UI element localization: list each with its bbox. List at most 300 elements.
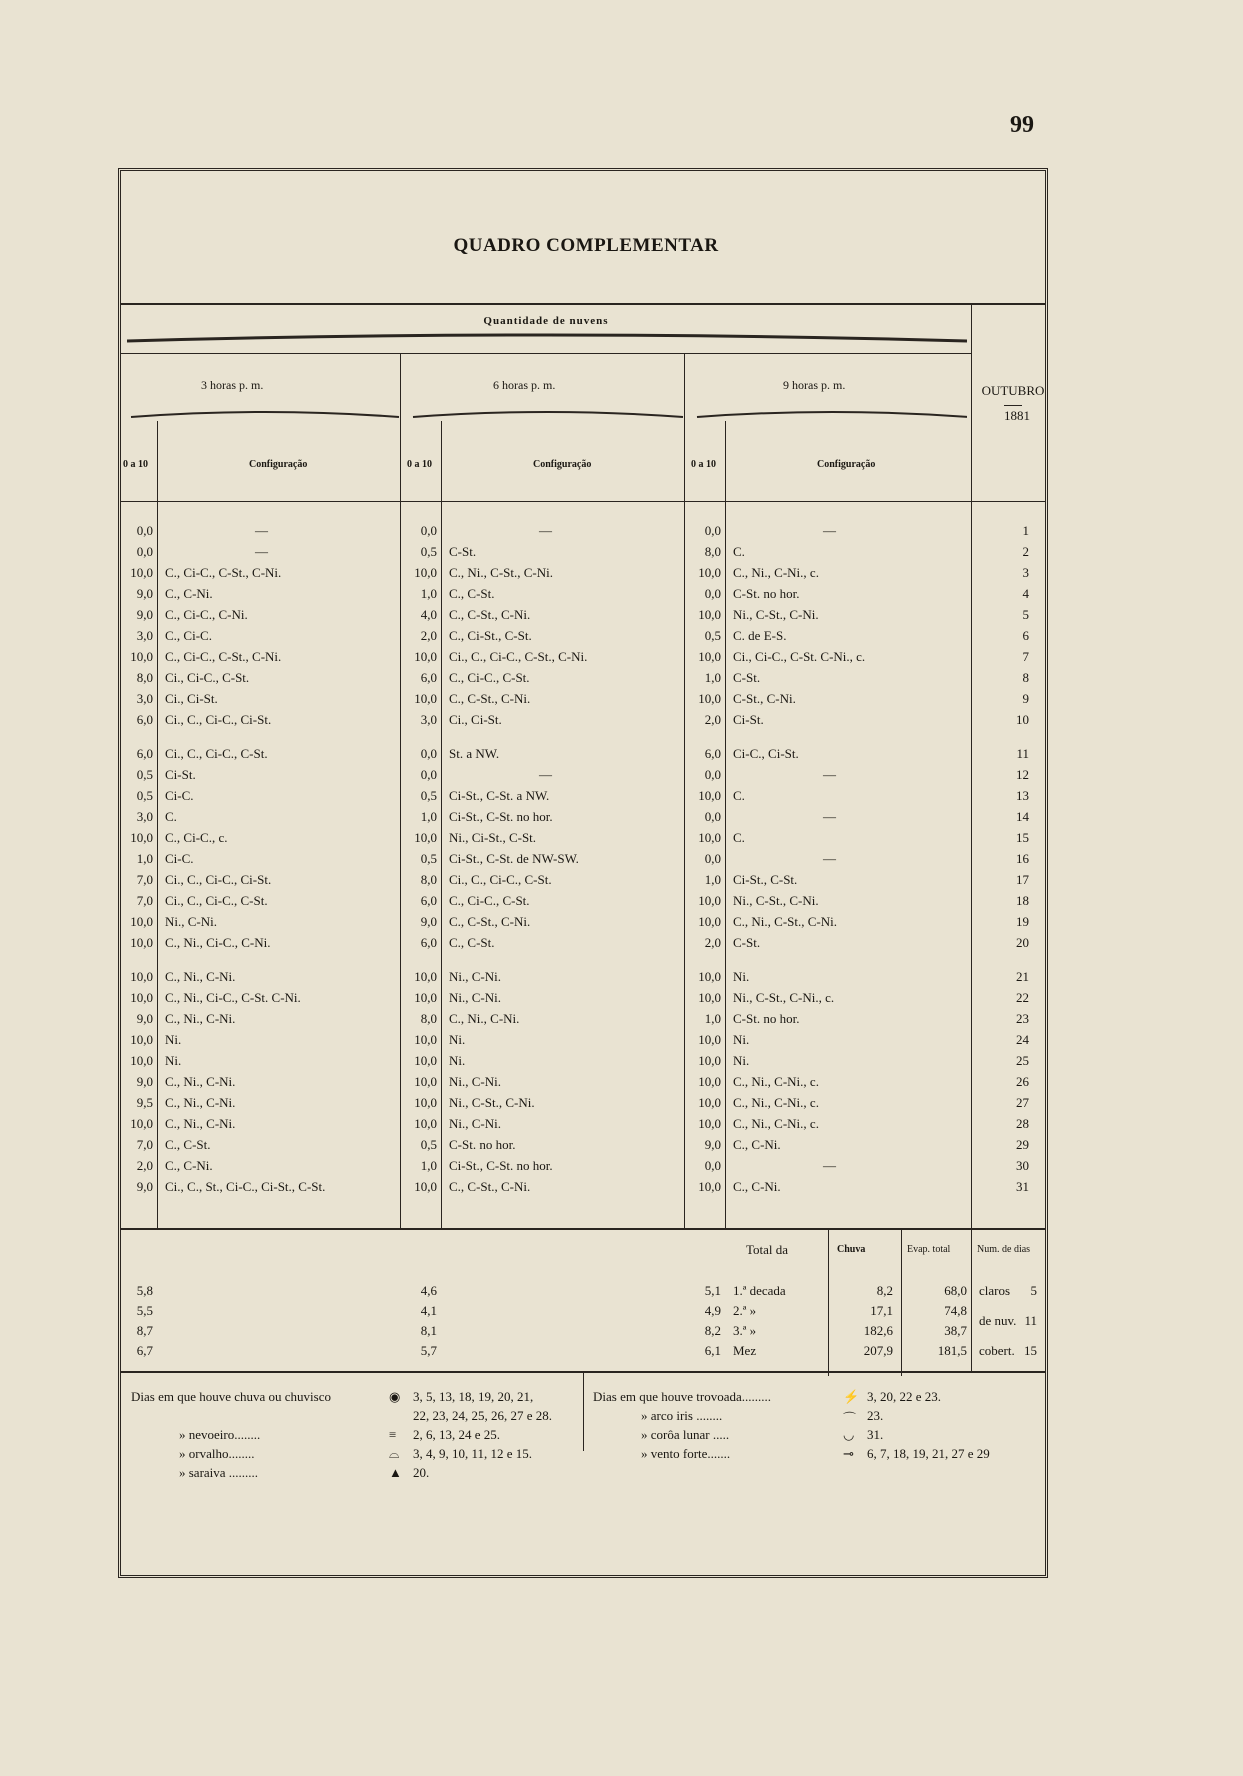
cell-a9: 10,0: [698, 1032, 721, 1047]
cell-a3: 10,0: [130, 914, 153, 929]
cell-c6: Ni., C-St., C-Ni.: [449, 1095, 535, 1110]
cell-d: 11: [1016, 746, 1029, 761]
cell-c3: C., Ni., C-Ni.: [165, 1011, 236, 1026]
legend-prefix: » vento forte.......: [641, 1446, 731, 1461]
cell-a3: 9,0: [136, 1011, 153, 1026]
cell-a9: 6,0: [704, 746, 721, 761]
cell-a3: 10,0: [130, 990, 153, 1005]
cell-d: 24: [1016, 1032, 1029, 1047]
cell-c3: Ci., C., Ci-C., C-St.: [165, 893, 268, 908]
cell-a3: 10,0: [130, 935, 153, 950]
cell-a9: 0,0: [704, 851, 721, 866]
cell-c3: C., C-St.: [165, 1137, 211, 1152]
cell-a6: 10,0: [414, 649, 437, 664]
cell-d: 22: [1016, 990, 1029, 1005]
cell-a3: 0,0: [136, 544, 153, 559]
cell-a3: 9,0: [136, 1179, 153, 1194]
cell-a6: 6,0: [420, 893, 437, 908]
cell-c6: Ci-St., C-St. de NW-SW.: [449, 851, 579, 866]
total-label: Mez: [733, 1343, 757, 1358]
cell-c6: C., Ni., C-Ni.: [449, 1011, 520, 1026]
total-a3: 5,5: [136, 1303, 153, 1318]
cell-a3: 6,0: [136, 712, 153, 727]
rule: [121, 303, 1045, 305]
cell-d: 14: [1016, 809, 1029, 824]
dias-label: cobert.: [979, 1343, 1015, 1358]
cell-c6: C., C-St., C-Ni.: [449, 607, 531, 622]
cell-a9: 1,0: [704, 872, 721, 887]
cell-c3: C., C-Ni.: [165, 1158, 213, 1173]
rule: [121, 1228, 1045, 1230]
cell-d: 9: [1022, 691, 1029, 706]
cell-c6: C., Ci-C., C-St.: [449, 670, 530, 685]
total-label: 2.ª »: [733, 1303, 757, 1318]
cell-c9: Ni., C-St., C-Ni., c.: [733, 990, 835, 1005]
cell-a3: 9,0: [136, 586, 153, 601]
cell-a6: 0,5: [420, 1137, 437, 1152]
total-evap: 68,0: [944, 1283, 967, 1298]
cell-a3: 3,0: [136, 691, 153, 706]
cell-c3: Ni.: [165, 1053, 182, 1068]
cell-d: 6: [1022, 628, 1029, 643]
cell-c6: —: [539, 767, 552, 782]
legend-value: 3, 4, 9, 10, 11, 12 e 15.: [413, 1446, 533, 1461]
cell-c6: C-St.: [449, 544, 477, 559]
cell-c6: Ci-St., C-St. no hor.: [449, 809, 553, 824]
cell-a6: 10,0: [414, 830, 437, 845]
cell-c9: C-St. no hor.: [733, 1011, 800, 1026]
cell-c6: Ci., C., Ci-C., C-St.: [449, 872, 552, 887]
cell-a9: 10,0: [698, 1116, 721, 1131]
cell-c9: Ni.: [733, 1032, 750, 1047]
cell-c6: Ni., C-Ni.: [449, 990, 501, 1005]
cell-a3: 10,0: [130, 1053, 153, 1068]
cell-c9: C. de E-S.: [733, 628, 787, 643]
cell-c3: C., C-Ni.: [165, 586, 213, 601]
cell-a3: 3,0: [136, 809, 153, 824]
cell-c3: Ci-C.: [165, 788, 194, 803]
cell-c6: C., C-St., C-Ni.: [449, 691, 531, 706]
cell-a6: 10,0: [414, 1116, 437, 1131]
cell-c9: C., C-Ni.: [733, 1179, 781, 1194]
cell-c3: C.: [165, 809, 177, 824]
cell-a3: 8,0: [136, 670, 153, 685]
legend-symbol-icon: ⌒: [843, 1411, 857, 1426]
cell-a6: 10,0: [414, 969, 437, 984]
legend-value: 31.: [867, 1427, 884, 1442]
cell-a9: 0,0: [704, 809, 721, 824]
cell-d: 12: [1016, 767, 1029, 782]
totals-header-dias: Num. de dias: [977, 1244, 1031, 1255]
cell-c3: C., Ci-C.: [165, 628, 212, 643]
cell-c3: Ci., Ci-St.: [165, 691, 218, 706]
cell-c9: Ni., C-St., C-Ni.: [733, 607, 819, 622]
rule: [157, 421, 158, 1229]
total-a6: 4,6: [420, 1283, 437, 1298]
cell-c3: —: [255, 544, 268, 559]
cell-a3: 3,0: [136, 628, 153, 643]
total-a9: 8,2: [704, 1323, 721, 1338]
cell-a6: 6,0: [420, 670, 437, 685]
cell-a6: 10,0: [414, 1095, 437, 1110]
cell-c9: Ni.: [733, 1053, 750, 1068]
total-a6: 8,1: [420, 1323, 437, 1338]
cell-a9: 10,0: [698, 1074, 721, 1089]
cell-a6: 0,0: [420, 767, 437, 782]
cell-a6: 10,0: [414, 1032, 437, 1047]
cell-a3: 9,0: [136, 1074, 153, 1089]
cell-c6: Ni.: [449, 1032, 466, 1047]
cell-c3: Ni.: [165, 1032, 182, 1047]
cell-a3: 10,0: [130, 565, 153, 580]
cell-d: 18: [1016, 893, 1029, 908]
legend-symbol-icon: ≡: [389, 1427, 397, 1442]
cell-a3: 0,5: [136, 788, 153, 803]
cell-c9: Ci-St., C-St.: [733, 872, 798, 887]
hour-6: 6 horas p. m.: [493, 378, 556, 392]
cell-a6: 1,0: [420, 809, 437, 824]
cell-d: 25: [1016, 1053, 1029, 1068]
cell-c3: —: [255, 523, 268, 538]
legend-value: 3, 20, 22 e 23.: [867, 1389, 942, 1404]
month-label: OUTUBRO: [981, 383, 1045, 398]
cell-c9: —: [823, 851, 836, 866]
rule: [828, 1228, 829, 1376]
cell-c6: C., Ni., C-St., C-Ni.: [449, 565, 554, 580]
cell-a9: 10,0: [698, 607, 721, 622]
cell-c6: St. a NW.: [449, 746, 500, 761]
cell-a3: 0,0: [136, 523, 153, 538]
sub-config-9: Configuração: [817, 459, 876, 470]
rule: [583, 1371, 584, 1451]
cell-a6: 6,0: [420, 935, 437, 950]
cell-a6: 10,0: [414, 1053, 437, 1068]
cell-c3: Ci., C., Ci-C., C-St.: [165, 746, 268, 761]
cell-a3: 2,0: [136, 1158, 153, 1173]
cell-c9: C., C-Ni.: [733, 1137, 781, 1152]
cell-a6: 4,0: [420, 607, 437, 622]
hour-3: 3 horas p. m.: [201, 378, 264, 392]
legend-prefix: Dias em que houve trovoada.........: [593, 1389, 771, 1404]
sub-amount-9: 0 a 10: [691, 459, 716, 470]
legend-prefix: » saraiva .........: [179, 1465, 259, 1480]
cell-a9: 10,0: [698, 565, 721, 580]
legend-symbol-icon: ⌓: [389, 1446, 400, 1461]
cell-a3: 0,5: [136, 767, 153, 782]
legend-symbol-icon: ⚡: [843, 1389, 860, 1404]
cell-a9: 10,0: [698, 969, 721, 984]
total-a9: 6,1: [704, 1343, 721, 1358]
legend-value: 23.: [867, 1408, 884, 1423]
cell-d: 3: [1022, 565, 1029, 580]
cell-a9: 10,0: [698, 893, 721, 908]
hour-9: 9 horas p. m.: [783, 378, 846, 392]
legend-prefix: » arco iris ........: [641, 1408, 723, 1423]
cell-a6: 10,0: [414, 990, 437, 1005]
cell-a6: 2,0: [420, 628, 437, 643]
cell-d: 8: [1022, 670, 1029, 685]
total-a3: 5,8: [136, 1283, 153, 1298]
cell-c6: Ci., Ci-St.: [449, 712, 502, 727]
cell-a3: 10,0: [130, 649, 153, 664]
cell-d: 23: [1016, 1011, 1029, 1026]
cell-a3: 7,0: [136, 893, 153, 908]
cell-a6: 0,5: [420, 851, 437, 866]
cell-c3: C., Ci-C., C-Ni.: [165, 607, 248, 622]
table-frame: [118, 168, 1048, 1578]
cell-c9: —: [823, 767, 836, 782]
cell-a9: 0,0: [704, 586, 721, 601]
cell-a9: 10,0: [698, 1095, 721, 1110]
cell-a6: 9,0: [420, 914, 437, 929]
total-label: 1.ª decada: [733, 1283, 786, 1298]
cell-a3: 9,0: [136, 607, 153, 622]
cell-d: 1: [1022, 523, 1029, 538]
cell-c9: C., Ni., C-Ni., c.: [733, 1116, 819, 1131]
cell-a9: 0,0: [704, 1158, 721, 1173]
sub-config-6: Configuração: [533, 459, 592, 470]
totals-header-chuva: Chuva: [837, 1244, 866, 1255]
cell-a9: 10,0: [698, 1053, 721, 1068]
legend-symbol-icon: ▲: [389, 1465, 402, 1480]
cell-c6: C., Ci-C., C-St.: [449, 893, 530, 908]
rule: [441, 421, 442, 1229]
legend-symbol-icon: ◡: [843, 1427, 855, 1442]
cell-a6: 0,5: [420, 544, 437, 559]
cell-c3: Ci., C., St., Ci-C., Ci-St., C-St.: [165, 1179, 326, 1194]
cell-c3: C., Ci-C., C-St., C-Ni.: [165, 565, 282, 580]
legend-prefix: » orvalho........: [179, 1446, 255, 1461]
cell-a3: 10,0: [130, 1116, 153, 1131]
clouds-header: Quantidade de nuvens: [483, 315, 609, 327]
cell-c9: C.: [733, 788, 745, 803]
cell-a9: 10,0: [698, 788, 721, 803]
cell-d: 19: [1016, 914, 1029, 929]
total-a9: 5,1: [704, 1283, 721, 1298]
cell-c6: Ni.: [449, 1053, 466, 1068]
cell-c3: C., Ni., C-Ni.: [165, 1116, 236, 1131]
rule: [684, 353, 685, 1229]
cell-a9: 1,0: [704, 1011, 721, 1026]
cell-c9: Ci., Ci-C., C-St. C-Ni., c.: [733, 649, 866, 664]
cell-c9: C., Ni., C-Ni., c.: [733, 1074, 819, 1089]
cell-a9: 1,0: [704, 670, 721, 685]
cell-c6: C., C-St.: [449, 935, 495, 950]
cell-d: 31: [1016, 1179, 1029, 1194]
cell-a3: 1,0: [136, 851, 153, 866]
cell-a3: 7,0: [136, 872, 153, 887]
cell-a3: 6,0: [136, 746, 153, 761]
sub-config-3: Configuração: [249, 459, 308, 470]
cell-c9: —: [823, 523, 836, 538]
sub-amount-6: 0 a 10: [407, 459, 432, 470]
cell-d: 4: [1022, 586, 1029, 601]
total-chuva: 17,1: [870, 1303, 893, 1318]
cell-d: 29: [1016, 1137, 1029, 1152]
cell-d: 30: [1016, 1158, 1029, 1173]
rule: [400, 353, 401, 1229]
legend-prefix: » nevoeiro........: [179, 1427, 261, 1442]
cell-c6: Ci-St., C-St. a NW.: [449, 788, 550, 803]
total-chuva: 8,2: [876, 1283, 893, 1298]
total-a3: 6,7: [136, 1343, 153, 1358]
cell-a6: 8,0: [420, 872, 437, 887]
month-header: [977, 383, 1049, 424]
total-evap: 181,5: [937, 1343, 967, 1358]
cell-c6: —: [539, 523, 552, 538]
legend-prefix: » corôa lunar .....: [641, 1427, 730, 1442]
cell-c6: C., Ci-St., C-St.: [449, 628, 532, 643]
cell-c6: Ni., C-Ni.: [449, 969, 501, 984]
cell-c3: C., Ci-C., c.: [165, 830, 228, 845]
hour-brace: [127, 407, 967, 419]
cell-d: 10: [1016, 712, 1029, 727]
dias-value: 5: [1030, 1283, 1037, 1298]
cell-c3: Ci., C., Ci-C., Ci-St.: [165, 872, 272, 887]
cell-d: 15: [1016, 830, 1029, 845]
cell-c9: C-St. no hor.: [733, 586, 800, 601]
cell-a3: 10,0: [130, 830, 153, 845]
cell-a6: 10,0: [414, 565, 437, 580]
cell-c3: C., Ni., C-Ni.: [165, 1074, 236, 1089]
year-label: 1881: [1004, 405, 1022, 424]
cell-c3: C., Ni., Ci-C., C-St. C-Ni.: [165, 990, 301, 1005]
cell-c9: C., Ni., C-Ni., c.: [733, 1095, 819, 1110]
cell-a9: 9,0: [704, 1137, 721, 1152]
cell-a9: 0,5: [704, 628, 721, 643]
cell-c6: C., C-St., C-Ni.: [449, 914, 531, 929]
total-evap: 74,8: [944, 1303, 967, 1318]
cell-a6: 0,5: [420, 788, 437, 803]
cell-a9: 2,0: [704, 935, 721, 950]
cell-c9: Ci-St.: [733, 712, 764, 727]
total-chuva: 182,6: [863, 1323, 893, 1338]
cell-a9: 10,0: [698, 1179, 721, 1194]
cell-c9: C-St., C-Ni.: [733, 691, 796, 706]
total-a6: 4,1: [420, 1303, 437, 1318]
cell-a6: 10,0: [414, 1074, 437, 1089]
cell-d: 26: [1016, 1074, 1029, 1089]
cell-a6: 0,0: [420, 746, 437, 761]
cell-d: 20: [1016, 935, 1029, 950]
cell-a6: 10,0: [414, 1179, 437, 1194]
cell-a6: 0,0: [420, 523, 437, 538]
cell-c3: C., Ni., C-Ni.: [165, 1095, 236, 1110]
legend-value: 20.: [413, 1465, 430, 1480]
cell-d: 17: [1016, 872, 1029, 887]
page-number: 99: [1010, 112, 1034, 138]
dias-value: 11: [1024, 1313, 1037, 1328]
cell-a3: 9,5: [136, 1095, 153, 1110]
total-chuva: 207,9: [863, 1343, 893, 1358]
sub-amount-3: 0 a 10: [123, 459, 148, 470]
legend-prefix: Dias em que houve chuva ou chuvisco: [131, 1389, 332, 1404]
cell-c3: Ci., Ci-C., C-St.: [165, 670, 250, 685]
cell-d: 28: [1016, 1116, 1029, 1131]
cell-c6: Ci-St., C-St. no hor.: [449, 1158, 553, 1173]
cell-d: 13: [1016, 788, 1029, 803]
cell-a9: 2,0: [704, 712, 721, 727]
cell-d: 2: [1022, 544, 1029, 559]
cell-d: 21: [1016, 969, 1029, 984]
cell-c3: Ni., C-Ni.: [165, 914, 217, 929]
cell-c9: C-St.: [733, 670, 761, 685]
cell-a9: 10,0: [698, 649, 721, 664]
cell-c9: Ni.: [733, 969, 750, 984]
total-a6: 5,7: [420, 1343, 437, 1358]
total-evap: 38,7: [944, 1323, 967, 1338]
rule: [971, 303, 972, 1373]
cell-a9: 0,0: [704, 767, 721, 782]
cell-a9: 8,0: [704, 544, 721, 559]
cell-c3: C., Ni., C-Ni.: [165, 969, 236, 984]
cell-c6: Ni., Ci-St., C-St.: [449, 830, 537, 845]
dias-label: de nuv.: [979, 1313, 1017, 1328]
legend-value: 2, 6, 13, 24 e 25.: [413, 1427, 501, 1442]
cell-c9: C.: [733, 830, 745, 845]
totals-header-total: Total da: [746, 1242, 789, 1257]
cell-c3: Ci., C., Ci-C., Ci-St.: [165, 712, 272, 727]
total-label: 3.ª »: [733, 1323, 757, 1338]
cell-c6: C., C-St., C-Ni.: [449, 1179, 531, 1194]
cell-a3: 10,0: [130, 1032, 153, 1047]
rule: [121, 501, 1045, 502]
cell-c9: Ni., C-St., C-Ni.: [733, 893, 819, 908]
rule: [901, 1228, 902, 1376]
cell-a9: 10,0: [698, 990, 721, 1005]
cell-c3: C., Ci-C., C-St., C-Ni.: [165, 649, 282, 664]
cell-a6: 3,0: [420, 712, 437, 727]
cell-a3: 10,0: [130, 969, 153, 984]
table-title: QUADRO COMPLEMENTAR: [453, 235, 719, 256]
totals-header-evap: Evap. total: [907, 1244, 951, 1255]
cell-c9: —: [823, 1158, 836, 1173]
cell-a6: 1,0: [420, 586, 437, 601]
total-a3: 8,7: [136, 1323, 153, 1338]
legend-symbol-icon: ⊸: [843, 1446, 854, 1461]
legend-value: 3, 5, 13, 18, 19, 20, 21,: [413, 1389, 534, 1404]
cell-d: 16: [1016, 851, 1029, 866]
rule: [121, 353, 971, 354]
cell-a9: 10,0: [698, 691, 721, 706]
cell-c9: C., Ni., C-Ni., c.: [733, 565, 819, 580]
rule: [725, 421, 726, 1229]
cell-c6: Ci., C., Ci-C., C-St., C-Ni.: [449, 649, 588, 664]
cell-c3: C., Ni., Ci-C., C-Ni.: [165, 935, 271, 950]
cell-a9: 0,0: [704, 523, 721, 538]
cell-a9: 10,0: [698, 914, 721, 929]
cell-a9: 10,0: [698, 830, 721, 845]
cell-a6: 8,0: [420, 1011, 437, 1026]
total-a9: 4,9: [704, 1303, 721, 1318]
cell-c3: Ci-St.: [165, 767, 196, 782]
cell-d: 7: [1022, 649, 1029, 664]
legend-value: 22, 23, 24, 25, 26, 27 e 28.: [413, 1408, 553, 1423]
cell-c3: Ci-C.: [165, 851, 194, 866]
cell-c9: C., Ni., C-St., C-Ni.: [733, 914, 838, 929]
cell-a6: 10,0: [414, 691, 437, 706]
cell-c6: C., C-St.: [449, 586, 495, 601]
cell-a6: 1,0: [420, 1158, 437, 1173]
cell-c9: —: [823, 809, 836, 824]
brace-rule: [127, 331, 967, 343]
cell-c9: C-St.: [733, 935, 761, 950]
legend-value: 6, 7, 18, 19, 21, 27 e 29: [867, 1446, 990, 1461]
cell-a3: 7,0: [136, 1137, 153, 1152]
cell-c6: Ni., C-Ni.: [449, 1116, 501, 1131]
cell-c9: Ci-C., Ci-St.: [733, 746, 799, 761]
cell-c9: C.: [733, 544, 745, 559]
